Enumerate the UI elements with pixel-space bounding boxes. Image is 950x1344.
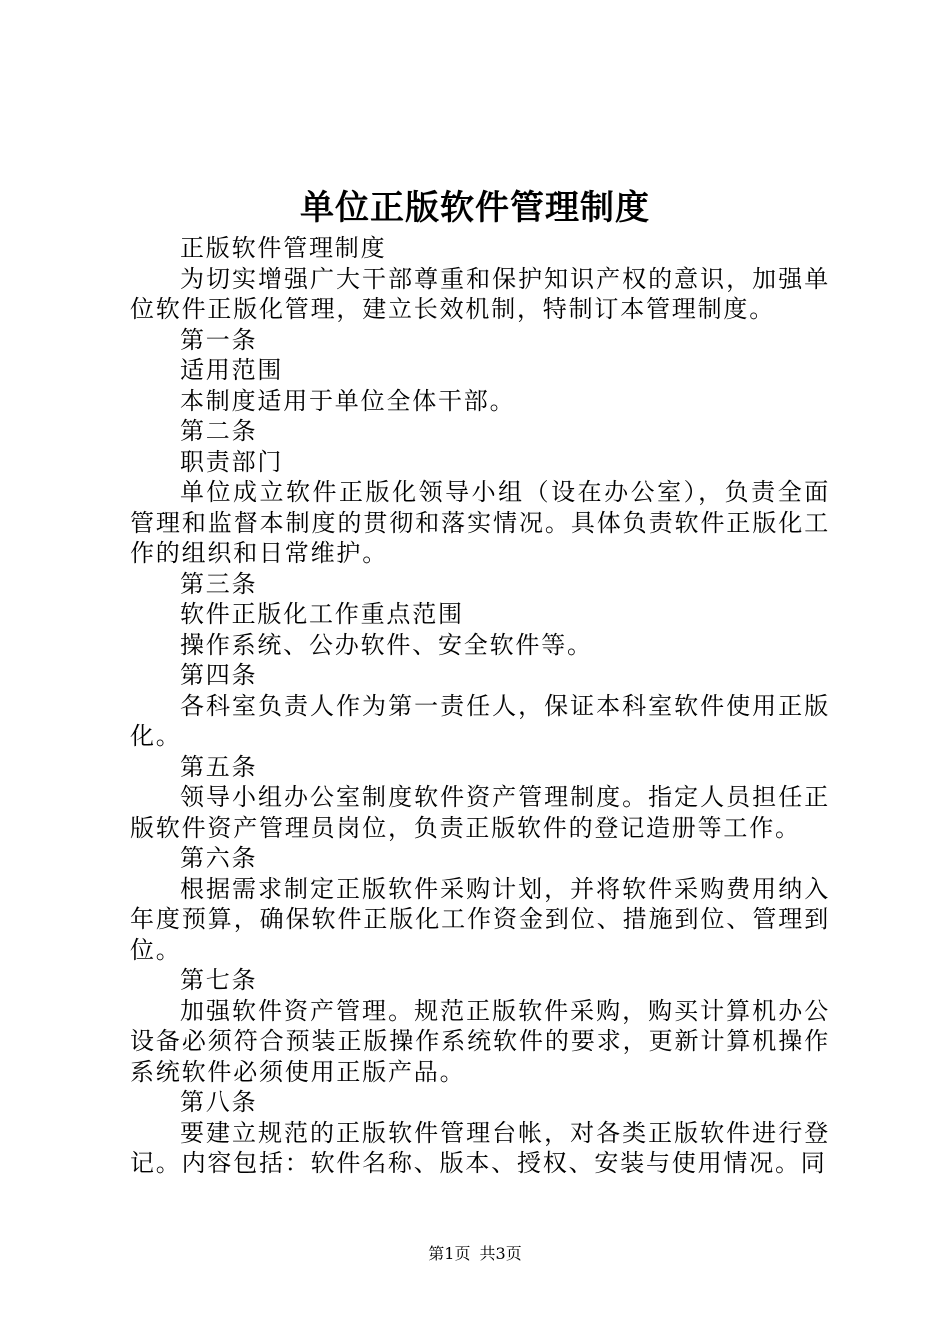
document-body xyxy=(130,233,830,1179)
paragraph: 第二条 xyxy=(180,417,258,445)
paragraph: 正版软件管理制度 xyxy=(180,234,387,262)
document-title: 单位正版软件管理制度 xyxy=(300,188,650,228)
page-footer xyxy=(0,1243,950,1265)
paragraph: 第一条 xyxy=(180,325,258,354)
paragraph: 软件正版化工作重点范围 xyxy=(180,600,464,628)
paragraph: 要建立规范的正版软件管理台帐，对各类正版软件进行登记。内容包括：软件名称、版本、授权、安装与使用情况。同 xyxy=(130,1118,830,1177)
paragraph: 职责部门 xyxy=(180,447,284,476)
paragraph: 第四条 xyxy=(180,661,258,689)
paragraph: 领导小组办公室制度软件资产管理制度。指定人员担任正版软件资产管理员岗位，负责正版软件的登记造册等工作。 xyxy=(130,783,830,842)
paragraph: 为切实增强广大干部尊重和保护知识产权的意识，加强单位软件正版化管理，建立长效机制，特制订本管理制度。 xyxy=(130,264,830,323)
paragraph: 加强软件资产管理。规范正版软件采购，购买计算机办公设备必须符合预装正版操作系统软件的要求，更新计算机操作系统软件必须使用正版产品。 xyxy=(130,996,830,1086)
paragraph: 第八条 xyxy=(180,1088,258,1116)
paragraph: 单位成立软件正版化领导小组（设在办公室），负责全面管理和监督本制度的贯彻和落实情况。具体负责软件正版化工作的组织和日常维护。 xyxy=(130,478,830,567)
page-total: 共3页 xyxy=(479,1244,522,1263)
paragraph: 根据需求制定正版软件采购计划，并将软件采购费用纳入年度预算，确保软件正版化工作资金到位、措施到位、管理到位。 xyxy=(130,874,830,964)
paragraph: 各科室负责人作为第一责任人，保证本科室软件使用正版化。 xyxy=(130,691,830,750)
paragraph: 本制度适用于单位全体干部。 xyxy=(180,386,516,415)
paragraph: 第六条 xyxy=(180,844,258,872)
paragraph: 第三条 xyxy=(180,569,258,598)
paragraph: 第五条 xyxy=(180,752,258,781)
paragraph: 适用范围 xyxy=(180,356,284,384)
page-number: 第1页 xyxy=(428,1244,471,1263)
paragraph: 操作系统、公办软件、安全软件等。 xyxy=(180,630,593,659)
paragraph: 第七条 xyxy=(180,966,258,994)
